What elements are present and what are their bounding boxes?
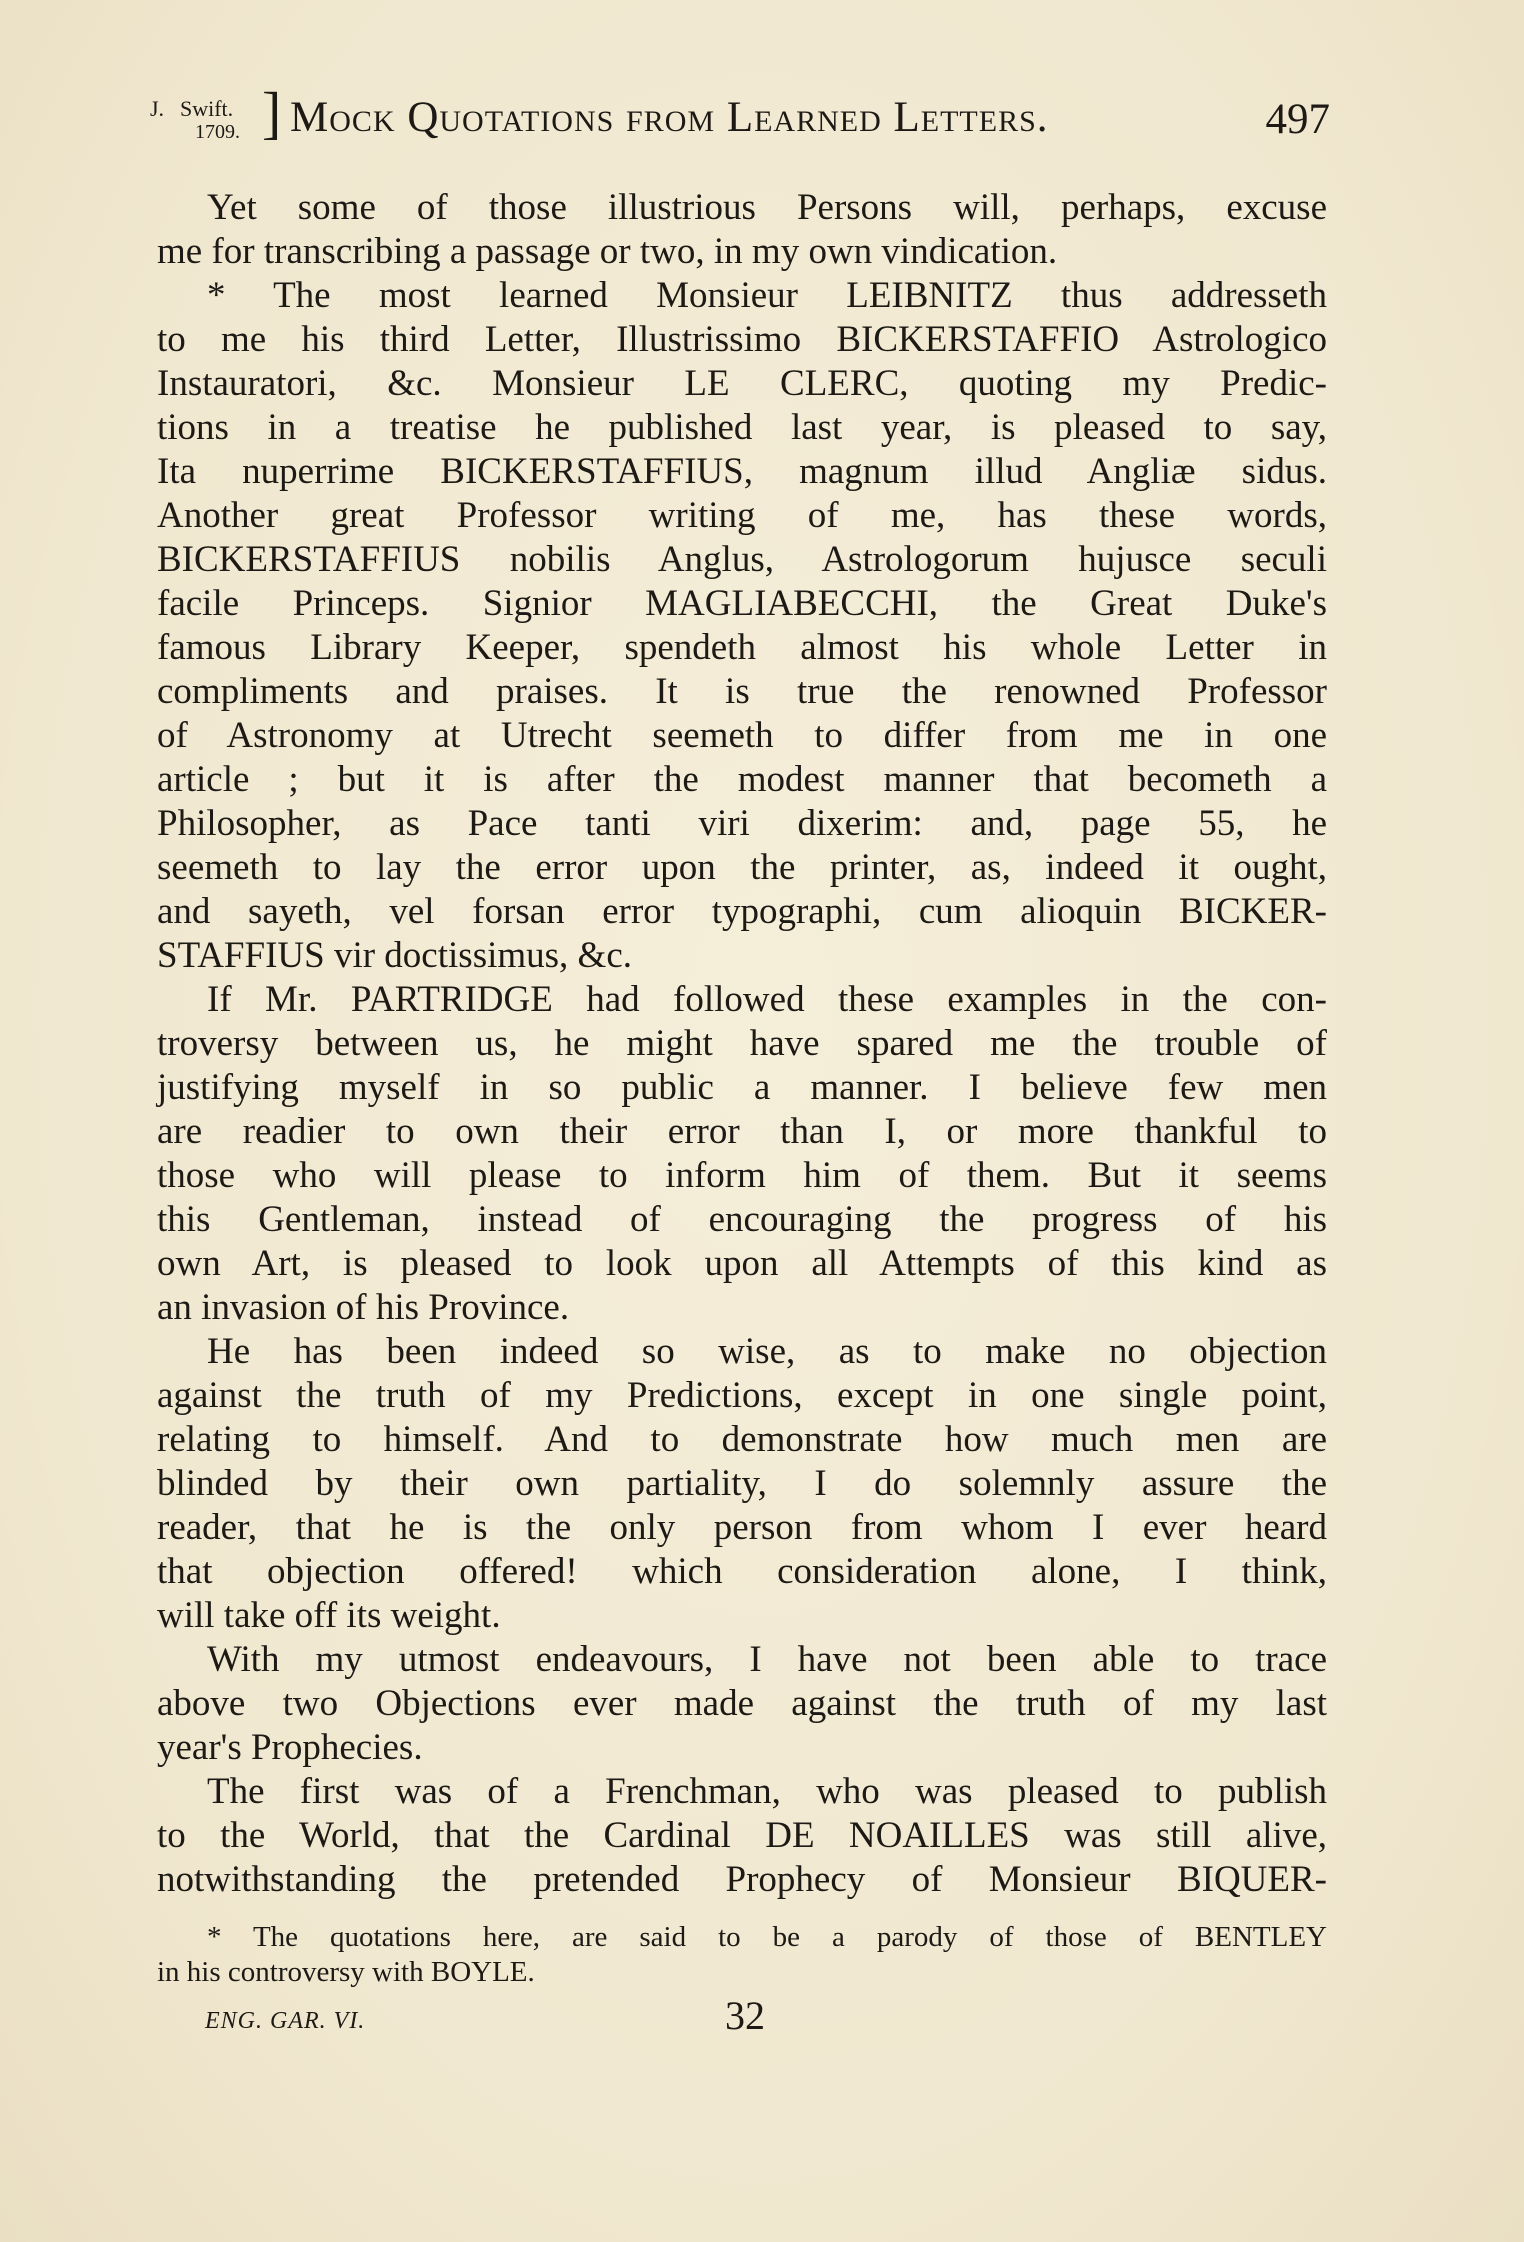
text-line: * The most learned Monsieur LEIBNITZ thus addresseth (207, 275, 1327, 316)
author-name: Swift. (180, 96, 234, 121)
footnote-line: in his controversy with BOYLE. (157, 1956, 535, 1988)
text-line: blinded by their own partiality, I do solemnly assure the (157, 1463, 1327, 1504)
text-line: are readier to own their error than I, or more thankful to (157, 1111, 1327, 1152)
text-line: troversy between us, he might have spared me the trouble of (157, 1023, 1327, 1064)
text-line: With my utmost endeavours, I have not been able to trace (207, 1639, 1327, 1680)
text-line: Yet some of those illustrious Persons will, perhaps, excuse (207, 187, 1327, 228)
text-line: article ; but it is after the modest manner that becometh a (157, 759, 1327, 800)
text-line: those who will please to inform him of them. But it seems (157, 1155, 1327, 1196)
text-line: He has been indeed so wise, as to make no objection (207, 1331, 1327, 1372)
text-line: reader, that he is the only person from whom I ever heard (157, 1507, 1327, 1548)
text-line: own Art, is pleased to look upon all Attempts of this kind as (157, 1243, 1327, 1284)
text-line: compliments and praises. It is true the renowned Professor (157, 671, 1327, 712)
page-number: 497 (1265, 96, 1330, 143)
text-line: to me his third Letter, Illustrissimo BICKERSTAFFIO Astrologico (157, 319, 1327, 360)
text-line: and sayeth, vel forsan error typographi, cum alioquin BICKER- (157, 891, 1327, 932)
main-text (157, 186, 1327, 1902)
footnote-line: * The quotations here, are said to be a parody of those of BENTLEY (207, 1921, 1327, 1953)
text-line: Instauratori, &c. Monsieur LE CLERC, quoting my Predic- (157, 363, 1327, 404)
text-line: of Astronomy at Utrecht seemeth to differ from me in one (157, 715, 1327, 756)
text-line: seemeth to lay the error upon the printer, as, indeed it ought, (157, 847, 1327, 888)
footnote (157, 1920, 1327, 1990)
signature-mark: ENG. GAR. VI. (205, 2008, 366, 2034)
text-line: above two Objections ever made against the truth of my last (157, 1683, 1327, 1724)
author-initial: J. (150, 96, 165, 121)
text-line: facile Princeps. Signior MAGLIABECCHI, the Great Duke's (157, 583, 1327, 624)
running-title: Mock Quotations from Learned Letters. (290, 94, 1049, 141)
text-line: If Mr. PARTRIDGE had followed these examples in the con- (207, 979, 1327, 1020)
text-line: STAFFIUS vir doctissimus, &c. (157, 935, 633, 976)
text-line: to the World, that the Cardinal DE NOAILLES was still alive, (157, 1815, 1327, 1856)
text-line: famous Library Keeper, spendeth almost his whole Letter in (157, 627, 1327, 668)
running-header (150, 80, 1330, 152)
text-line: will take off its weight. (157, 1595, 501, 1636)
text-line: an invasion of his Province. (157, 1287, 570, 1328)
text-line: relating to himself. And to demonstrate how much men are (157, 1419, 1327, 1460)
text-line: that objection offered! which consideration alone, I think, (157, 1551, 1327, 1592)
text-line: Another great Professor writing of me, has these words, (157, 495, 1327, 536)
text-line: against the truth of my Predictions, except in one single point, (157, 1375, 1327, 1416)
text-line: me for transcribing a passage or two, in my own vindication. (157, 231, 1058, 272)
text-line: The first was of a Frenchman, who was pleased to publish (207, 1771, 1327, 1812)
text-line: notwithstanding the pretended Prophecy of Monsieur BIQUER- (157, 1859, 1327, 1900)
text-line: justifying myself in so public a manner. I believe few men (157, 1067, 1327, 1108)
text-line: BICKERSTAFFIUS nobilis Anglus, Astrologorum hujusce seculi (157, 539, 1327, 580)
text-line: year's Prophecies. (157, 1727, 423, 1768)
year: 1709. (195, 121, 240, 143)
signature-number: 32 (725, 1993, 765, 2038)
text-line: this Gentleman, instead of encouraging the progress of his (157, 1199, 1327, 1240)
text-line: Philosopher, as Pace tanti viri dixerim: and, page 55, he (157, 803, 1327, 844)
text-line: tions in a treatise he published last year, is pleased to say, (157, 407, 1327, 448)
header-bracket: ] (262, 80, 282, 145)
text-line: Ita nuperrime BICKERSTAFFIUS, magnum illud Angliæ sidus. (157, 451, 1327, 492)
